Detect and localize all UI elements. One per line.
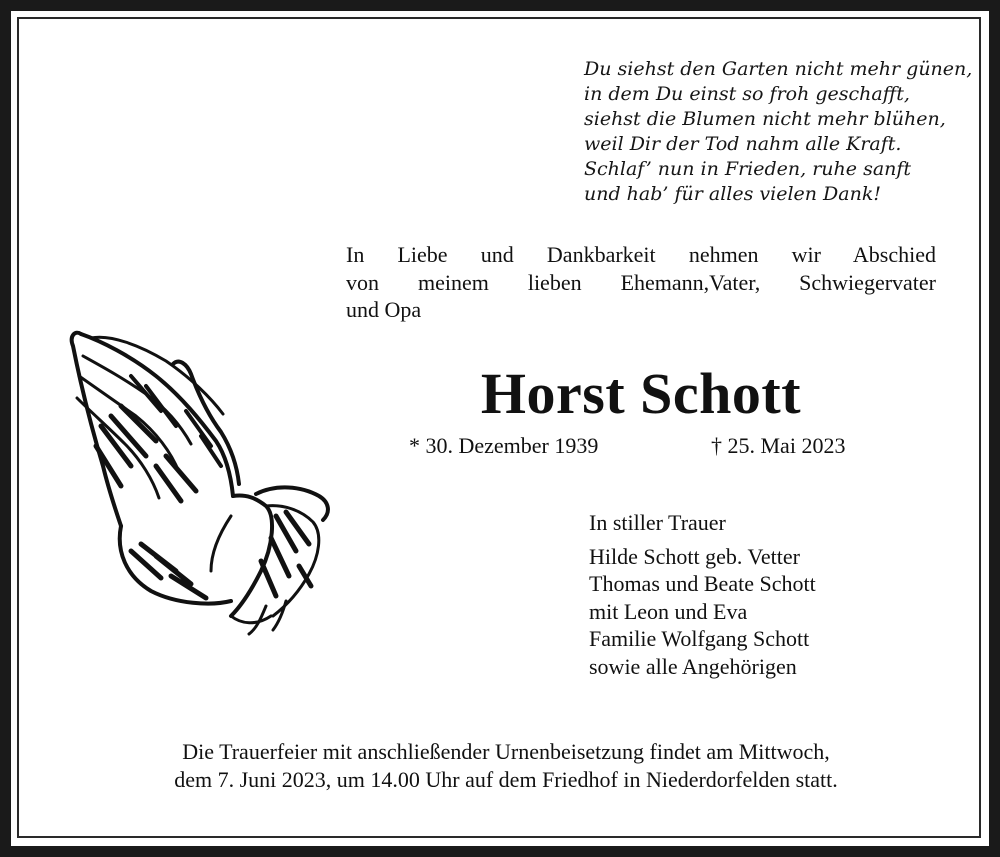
poem-line: Du siehst den Garten nicht mehr günen, (584, 58, 973, 80)
mourner-name: mit Leon und Eva (589, 598, 748, 624)
intro-line: und Opa (346, 297, 422, 322)
mourner-name: Familie Wolfgang Schott (589, 626, 810, 651)
mourners-heading: In stiller Trauer (589, 510, 726, 535)
poem-line: siehst die Blumen nicht mehr blühen, (584, 108, 946, 130)
poem (584, 57, 972, 207)
poem-line: und hab’ für alles vielen Dank! (584, 183, 881, 205)
footer-line: dem 7. Juni 2023, um 14.00 Uhr auf dem Friedhof in Niederdorfelden statt. (174, 767, 838, 792)
mourner-name: Hilde Schott geb. Vetter (589, 543, 800, 569)
mourner-name: Thomas und Beate Schott (589, 571, 816, 596)
birth-date: * 30. Dezember 1939 (409, 433, 599, 458)
praying-hands-icon (61, 316, 336, 641)
obituary-notice (11, 11, 989, 846)
intro-line: von meinem lieben Ehemann,Vater, Schwiegervater (346, 269, 936, 295)
footer-line: Die Trauerfeier mit anschließender Urnenbeisetzung findet am Mittwoch, (182, 739, 830, 764)
funeral-details (51, 738, 961, 794)
mourner-name: sowie alle Angehörigen (589, 653, 797, 679)
poem-line: Schlaf’ nun in Frieden, ruhe sanft (584, 158, 912, 180)
death-date: † 25. Mai 2023 (711, 433, 846, 458)
mourners-list (589, 509, 816, 680)
poem-line: weil Dir der Tod nahm alle Kraft. (584, 133, 902, 155)
deceased-name: Horst Schott (480, 361, 802, 426)
poem-line: in dem Du einst so froh geschafft, (584, 83, 910, 105)
intro-line: In Liebe und Dankbarkeit nehmen wir Abschied (346, 242, 936, 267)
farewell-intro (346, 241, 936, 324)
